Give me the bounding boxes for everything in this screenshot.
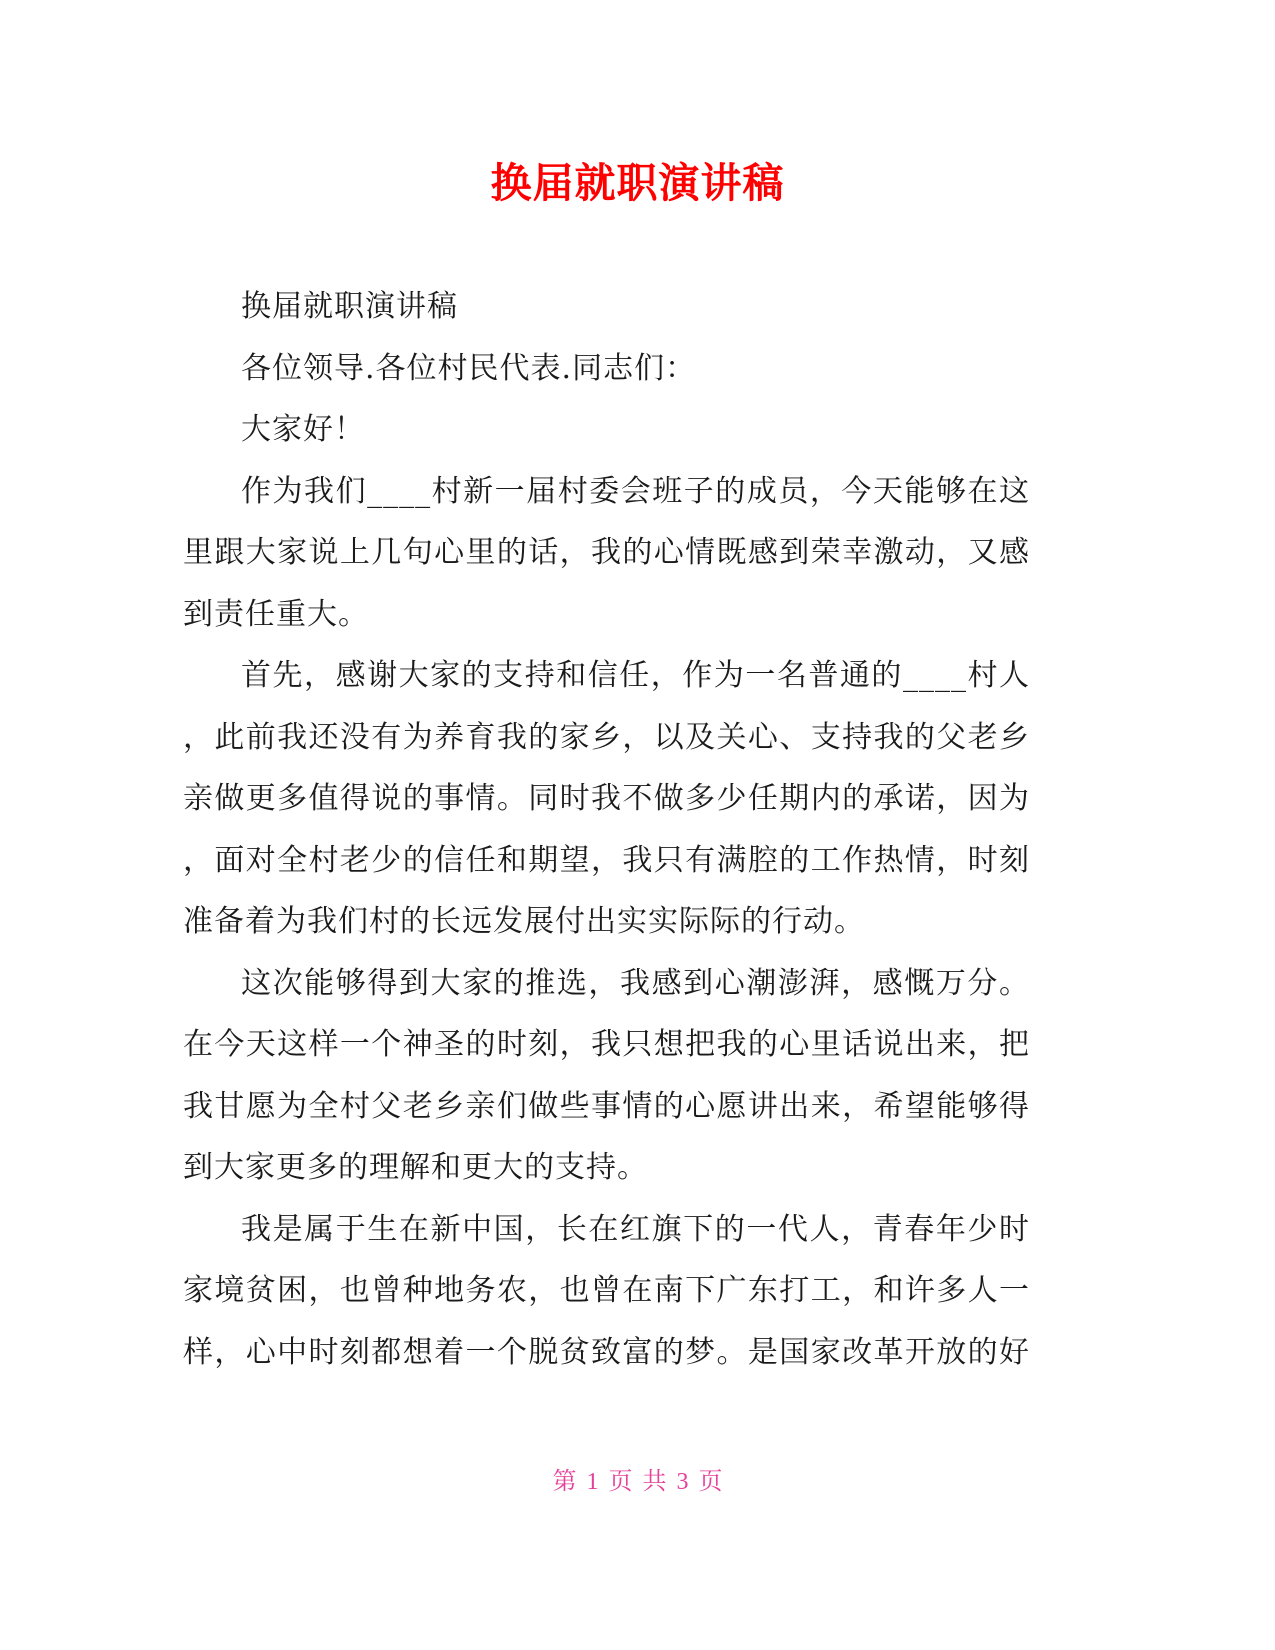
body-paragraph xyxy=(183,1199,1030,1384)
paragraph-line: 作为我们____村新一届村委会班子的成员，今天能够在这 xyxy=(241,473,1030,509)
heading-paragraph xyxy=(183,276,1030,338)
paragraph-line: 在今天这样一个神圣的时刻，我只想把我的心里话说出来，把 xyxy=(183,1027,1030,1062)
document-body xyxy=(183,276,1030,1383)
paragraph-line: 换届就职演讲稿 xyxy=(241,289,458,324)
salutation-paragraph xyxy=(183,338,1030,400)
paragraph-line: 里跟大家说上几句心里的话，我的心情既感到荣幸激动，又感 xyxy=(183,535,1030,570)
paragraph-line: 准备着为我们村的长远发展付出实实际际的行动。 xyxy=(183,904,865,939)
paragraph-line: 到大家更多的理解和更大的支持。 xyxy=(183,1150,648,1185)
paragraph-line: 样，心中时刻都想着一个脱贫致富的梦。是国家改革开放的好 xyxy=(183,1334,1030,1370)
paragraph-line: 家境贫困，也曾种地务农，也曾在南下广东打工，和许多人一 xyxy=(183,1273,1030,1308)
paragraph-line: ，面对全村老少的信任和期望，我只有满腔的工作热情，时刻 xyxy=(183,842,1030,878)
document-title: 换届就职演讲稿 xyxy=(490,159,785,207)
paragraph-line: 这次能够得到大家的推选，我感到心潮澎湃，感慨万分。 xyxy=(241,965,1030,1001)
body-paragraph xyxy=(183,645,1030,953)
paragraph-line: 各位领导.各位村民代表.同志们： xyxy=(241,350,697,386)
body-paragraph xyxy=(183,953,1030,1199)
paragraph-line: 到责任重大。 xyxy=(183,596,369,632)
paragraph-line: ，此前我还没有为养育我的家乡，以及关心、支持我的父老乡 xyxy=(183,719,1030,755)
paragraph-line: 我是属于生在新中国，长在红旗下的一代人，青春年少时 xyxy=(241,1211,1030,1247)
paragraph-line: 亲做更多值得说的事情。同时我不做多少任期内的承诺，因为 xyxy=(183,781,1030,816)
body-paragraph xyxy=(183,461,1030,646)
page-number-footer: 第 1 页 共 3 页 xyxy=(552,1469,723,1495)
paragraph-line: 大家好！ xyxy=(241,412,365,447)
paragraph-line: 我甘愿为全村父老乡亲们做些事情的心愿讲出来，希望能够得 xyxy=(183,1088,1030,1124)
greeting-paragraph xyxy=(183,399,1030,461)
paragraph-line: 首先，感谢大家的支持和信任，作为一名普通的____村人 xyxy=(241,658,1030,693)
